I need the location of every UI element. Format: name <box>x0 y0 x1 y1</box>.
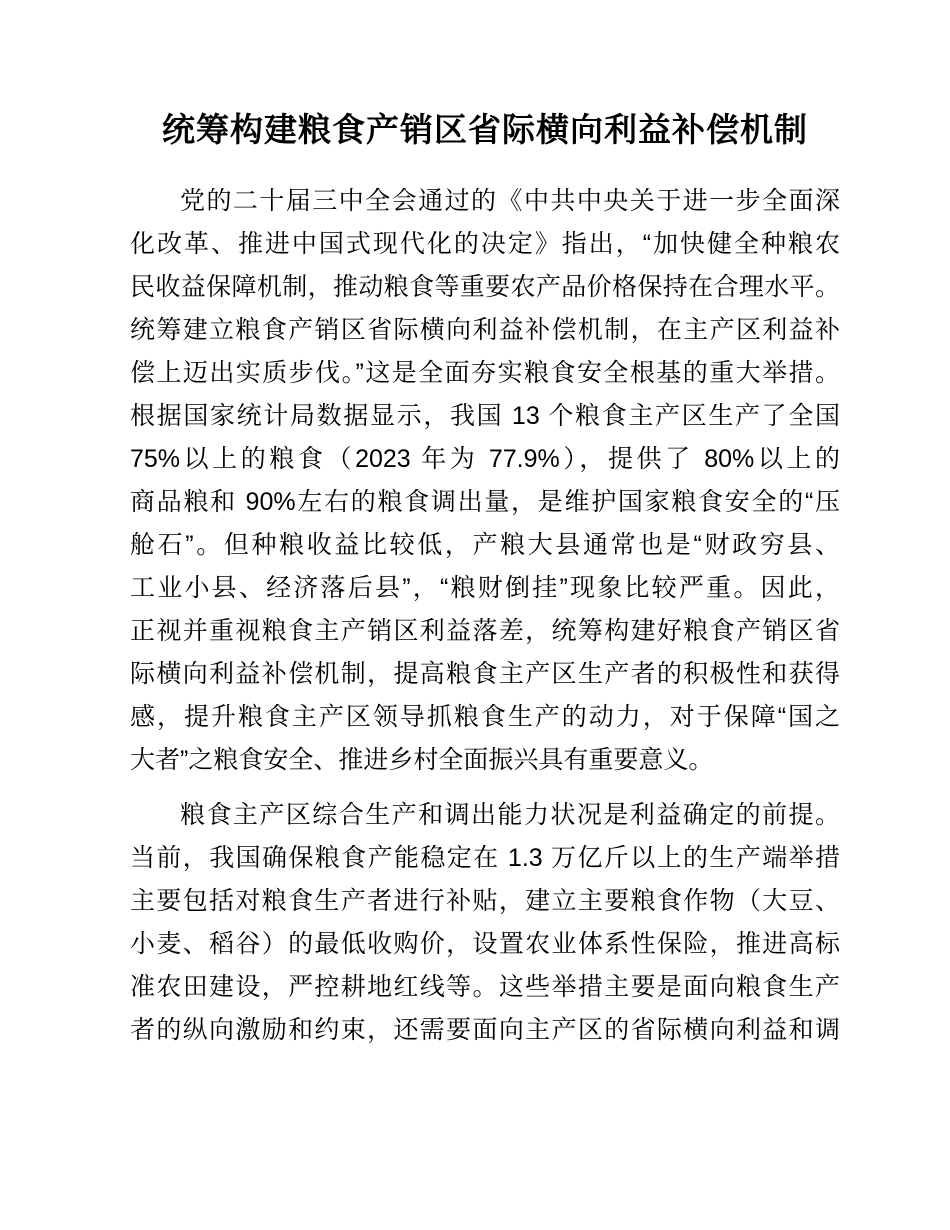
text-line: 商品粮和 90%左右的粮食调出量，是维护国家粮食安全的“压 <box>130 488 840 516</box>
text-line: 民收益保障机制，推动粮食等重要农产品价格保持在合理水平。 <box>130 273 840 301</box>
text-line: 75%以上的粮食（2023 年为 77.9%），提供了 80%以上的 <box>130 445 840 473</box>
text-line: 工业小县、经济落后县”，“粮财倒挂”现象比较严重。因此， <box>130 574 840 602</box>
text-line: 粮食主产区综合生产和调出能力状况是利益确定的前提。 <box>180 801 840 829</box>
text-line: 统筹建立粮食产销区省际横向利益补偿机制，在主产区利益补 <box>130 316 840 344</box>
text-line: 准农田建设，严控耕地红线等。这些举措主要是面向粮食生产 <box>130 973 840 1001</box>
text-line: 正视并重视粮食主产销区利益落差，统筹构建好粮食产销区省 <box>130 617 840 645</box>
text-line: 小麦、稻谷）的最低收购价，设置农业体系性保险，推进高标 <box>130 930 840 958</box>
text-line: 偿上迈出实质步伐。”这是全面夯实粮食安全根基的重大举措。 <box>130 359 840 387</box>
document-body <box>130 180 840 1052</box>
paragraph <box>130 180 840 782</box>
text-line: 者的纵向激励和约束，还需要面向主产区的省际横向利益和调 <box>130 1016 840 1044</box>
text-line: 际横向利益补偿机制，提高粮食主产区生产者的积极性和获得 <box>130 660 840 688</box>
text-line: 党的二十届三中全会通过的《中共中央关于进一步全面深 <box>180 187 840 215</box>
paragraph <box>130 794 840 1052</box>
document-title: 统筹构建粮食产销区省际横向利益补偿机制 <box>162 111 808 148</box>
text-line: 化改革、推进中国式现代化的决定》指出，“加快健全种粮农 <box>130 230 840 258</box>
text-line: 大者”之粮食安全、推进乡村全面振兴具有重要意义。 <box>130 746 714 774</box>
text-line: 主要包括对粮食生产者进行补贴，建立主要粮食作物（大豆、 <box>130 887 840 915</box>
text-line: 舱石”。但种粮收益比较低，产粮大县通常也是“财政穷县、 <box>130 531 840 559</box>
text-line: 感，提升粮食主产区领导抓粮食生产的动力，对于保障“国之 <box>130 703 840 731</box>
text-line: 当前，我国确保粮食产能稳定在 1.3 万亿斤以上的生产端举措 <box>130 844 840 872</box>
text-line: 根据国家统计局数据显示，我国 13 个粮食主产区生产了全国 <box>130 402 840 430</box>
